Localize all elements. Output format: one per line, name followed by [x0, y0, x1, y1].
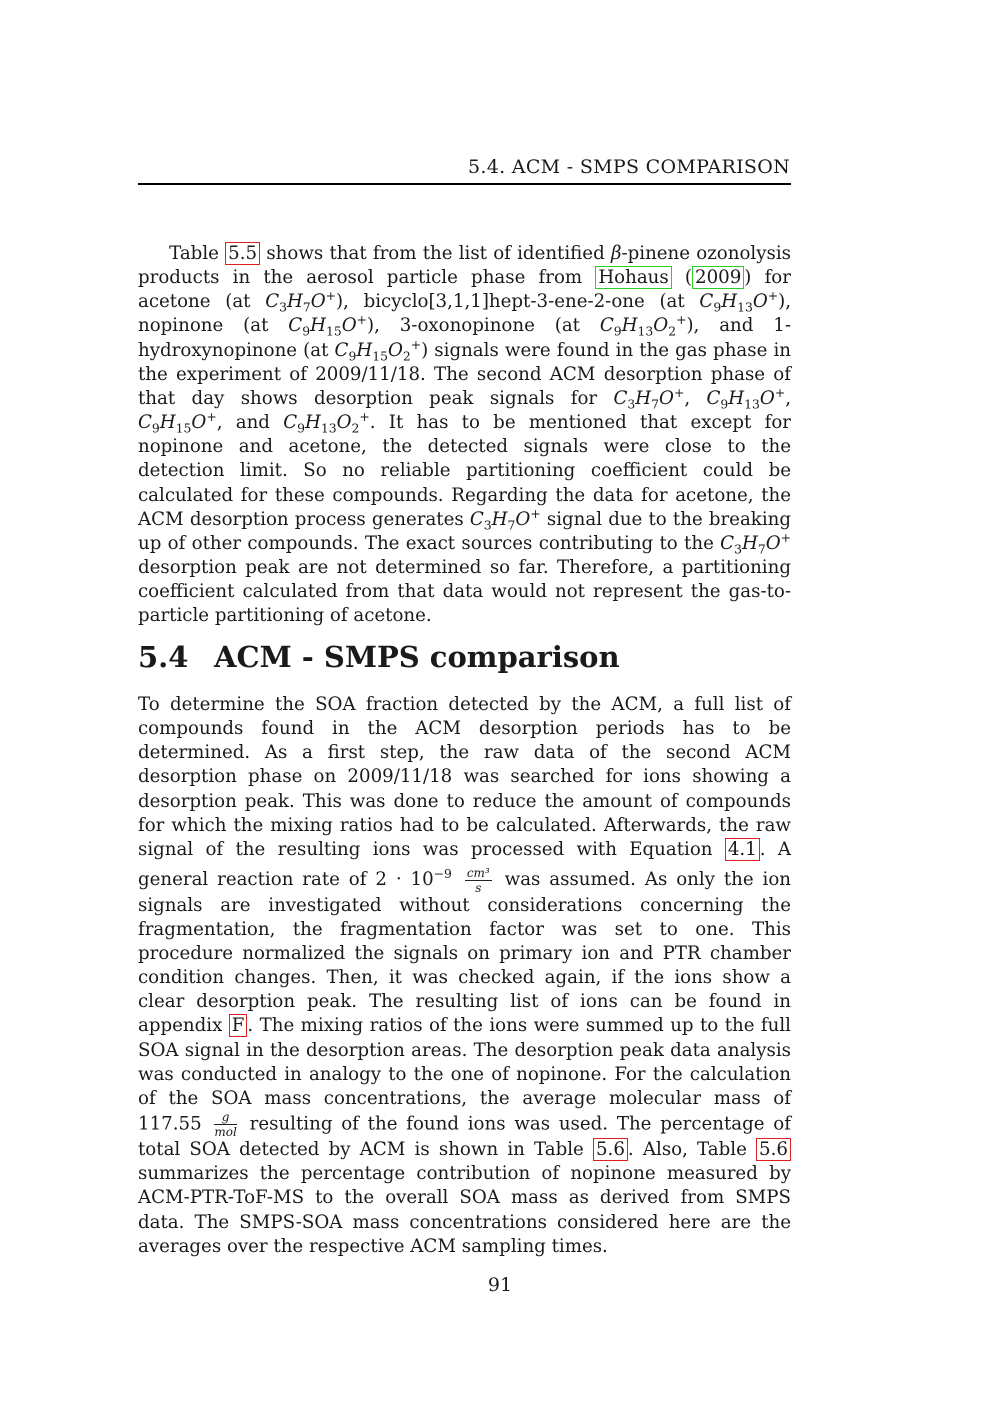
text: Table	[169, 243, 219, 264]
formula-c9h13o2: $C_9H_{13}O_2^+$	[599, 313, 687, 340]
text: ), bicyclo[3,1,1]hept-3-ene-2-one (at	[336, 291, 685, 313]
formula-c9h15o: $C_9H_{15}O^+$	[288, 313, 367, 340]
text: desorption peak are not determined so far. Therefore, a partitioning coefficient calculated from that data would not represent the gas-to-particle partitioning of acetone.	[138, 557, 791, 627]
formula-c9h13o: $C_9H_{13}O^+$	[699, 289, 779, 315]
citation-year-link[interactable]: 2009	[692, 266, 744, 289]
text: signal due to the breaking up of other compounds. The exact sources contributing to the	[138, 508, 791, 554]
text: for acetone (at	[138, 267, 791, 313]
fraction-numerator: g	[214, 1111, 236, 1125]
header-rule	[138, 183, 791, 185]
beta-symbol: β	[610, 243, 622, 264]
text: resulting of the found ions was used. The percentage of total SOA detected by ACM is shown in Table	[138, 1113, 791, 1161]
formula-c3h7o: $C_3H_7O^+$	[265, 289, 337, 315]
section-heading	[138, 640, 620, 674]
text: ), and 1-hydroxynopinone (at	[138, 315, 791, 361]
text: summarizes the percentage contribution of nopinone measured by ACM-PTR-ToF-MS to the overall SOA mass as derived from SMPS data. The SMPS-SOA mass concentrations considered here are the averages over the respective ACM sampling times.	[138, 1163, 791, 1257]
table-ref-link[interactable]: 5.6	[756, 1138, 791, 1161]
text: ) signals were found in the gas phase in the experiment of 2009/11/18. The second ACM desorption phase of that day shows desorption peak signals for	[138, 339, 791, 409]
appendix-ref-link[interactable]: F	[229, 1014, 248, 1037]
rate-unit-fraction	[465, 867, 492, 894]
text: ), nopinone (at	[138, 291, 791, 337]
mass-unit-fraction	[214, 1111, 236, 1138]
formula-c9h15o2: $C_9H_{15}O_2^+$	[334, 337, 422, 364]
text: -pinene ozonolysis products in the aerosol particle phase from	[138, 243, 791, 289]
section-title: ACM - SMPS comparison	[214, 640, 620, 674]
text: . The mixing ratios of the ions were summed up to the full SOA signal in the desorption areas. The desorption peak data analysis was conducted in analogy to the one of nopinone. For the calculation of the SOA mass concentrations, the average molecular mass of 117.55	[138, 1015, 791, 1135]
formula-c9h15o: $C_9H_{15}O^+$	[138, 410, 217, 436]
formula-c3h7o: $C_3H_7O^+$	[720, 530, 791, 557]
text: . A general reaction rate of 2 · 10	[138, 838, 791, 891]
formula-c9h13o2: $C_9H_{13}O_2^+$	[283, 410, 370, 436]
paragraph-acm-smps	[138, 693, 791, 1259]
equation-ref-link[interactable]: 4.1	[725, 838, 760, 861]
text: . Also, Table	[627, 1139, 747, 1161]
section-number: 5.4	[138, 640, 189, 674]
text: , and	[216, 412, 270, 434]
fraction-denominator: mol	[214, 1125, 237, 1140]
fraction-denominator: s	[475, 880, 482, 895]
text: . It has to be mentioned that except for nopinone and acetone, the detected signals were close to the detection limit. So no reliable partitioning coefficient could be calculated for these compounds. Regarding the data for acetone, the ACM desorption process generates	[138, 412, 791, 530]
text: To determine the SOA fraction detected by the ACM, a full list of compounds found in the ACM desorption periods has to be determined. As a first step, the raw data of the second ACM desorption phase on 2009/11/18 was searched for ions showing a desorption peak. This was done to reduce the amount of compounds for which the mixing ratios had to be calculated. Afterwards, the raw signal of the resulting ions was processed with Equation	[138, 694, 791, 860]
citation-author-link[interactable]: Hohaus	[595, 266, 671, 289]
text: ), 3-oxonopinone (at	[366, 315, 580, 337]
text: was assumed. As only the ion signals are investigated without considerations concerning the fragmentation, the fragmentation factor was set to one. This procedure normalized the signals on primary ion and PTR chamber condition changes. Then, it was checked again, if the ions show a clear desorption peak. The resulting list of ions can be found in appendix	[138, 869, 791, 1037]
fraction-numerator: cm³	[466, 865, 490, 880]
table-ref-link[interactable]: 5.6	[593, 1138, 628, 1161]
table-ref-link[interactable]: 5.5	[225, 242, 260, 265]
text: shows that from the list of identified	[266, 243, 605, 264]
formula-c3h7o: $C_3H_7O^+$	[613, 385, 685, 412]
paragraph-table-5-5: Table 5.5 shows that from the list of identified β-pinene ozonolysis products in the aerosol particle phase from Hohaus ( 2009 ) for acetone (at $C_3H_7O^+$), bicyclo[3,1,1]hept-3-ene-2-one (at $C_9H_{13}O^+$), nopinone (at $C_9H_{15}O^+$), 3-oxonopinone (at $C_9H_{13}O_2^+$), and 1-hydroxynopinone (at $C_9H_{15}O_2^+$) signals were found in the gas phase in the experiment of 2009/11/18. The second ACM desorption phase of that day shows desorption peak signals for $C_3H_7O^+$, $C_9H_{13}O^+$, $C_9H_{15}O^+$, and $C_9H_{13}O_2^+$. It has to be mentioned that except for nopinone and acetone, the detected signals were close to the detection limit. So no reliable partitioning coefficient could be calculated for these compounds. Regarding the data for acetone, the ACM desorption process generates $C_3H_7O^+$ signal due to the breaking up of other compounds. The exact sources contributing to the $C_3H_7O^+$ desorption peak are not determined so far. Therefore, a partitioning coefficient calculated from that data would not represent the gas-to-particle partitioning of acetone.	[138, 243, 791, 627]
running-header: 5.4. ACM - SMPS COMPARISON	[468, 156, 790, 178]
formula-c9h13o: $C_9H_{13}O^+$	[706, 385, 786, 412]
page-number: 91	[487, 1274, 513, 1296]
formula-c3h7o: $C_3H_7O^+$	[469, 506, 541, 533]
exponent: −9	[433, 867, 452, 882]
